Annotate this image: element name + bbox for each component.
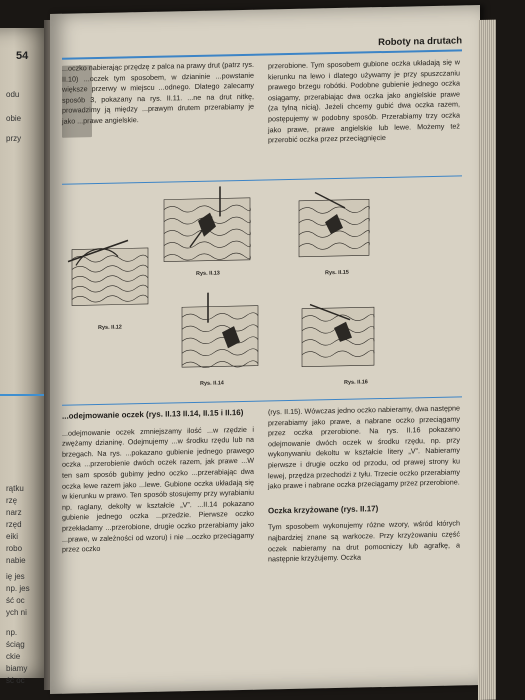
left-page-snippet: ię jes: [6, 572, 25, 581]
text-column-bottom-right: [268, 403, 460, 565]
section-heading: Oczka krzyżowane (rys. II.17): [268, 503, 379, 516]
knitting-illustration: [295, 185, 375, 267]
figure-caption: Rys. II.15: [325, 269, 349, 277]
left-page-snippet: biamy: [6, 664, 28, 673]
text-column-top-right: [268, 57, 460, 146]
left-page-snippet: ść oc: [6, 596, 25, 605]
knitting-illustration: [68, 234, 150, 314]
knitting-illustration: [160, 186, 256, 268]
right-page: [50, 5, 480, 694]
figure-ii-13: [160, 186, 256, 277]
left-page-rule: [0, 394, 50, 396]
left-page-snippet: rątku: [6, 484, 24, 493]
paragraph: Tym sposobem wykonujemy różne wzory, wśród których najbardziej znane są warkocze. Przy krzyżowaniu część oczek nabieramy na drut pomocniczy lub agrafkę, a następnie krzyżujemy. Oczka: [268, 518, 460, 564]
paragraph: ...odejmowanie oczek zmniejszamy ilość ...w rzędzie i zwężamy dzianinę. Odejmujemy ...w środku rzędu lub na brzegach. Na rys. ...pokazano gubienie jednego prawego oczka ...przerobienie dwóch oczek razem, jak prawe ...W ten sam sposób gubimy jedno oczko ...przerabiając dwa oczka lewe razem jako ...lewe. Gubione oczka układają się w kierunku w prawo. Ten sposób stosujemy przy wyrabianiu np. raglany, dekolty w kształcie „V”. ...II.14 pokazano gubienie jednego oczka ...przedzie. Pierwsze oczko przekładamy ...przerobione, drugie oczko przerabiamy jako ...prawe, w zależności od wzoru) i nie ...oczko przeciągamy przez oczko: [62, 424, 254, 554]
figure-ii-16: [298, 293, 380, 386]
shadow-patch: [62, 65, 92, 138]
left-page-snippet: eiki: [6, 532, 19, 541]
left-page-snippet: rzę: [6, 496, 18, 505]
left-page-snippet: ściąg: [6, 640, 25, 649]
left-page-snippet: np.: [6, 628, 18, 637]
left-page-snippet: ść oc: [6, 676, 25, 685]
left-page-snippet: przy: [6, 134, 22, 143]
page-edges: [478, 20, 496, 700]
paragraph: ...oczko nabierając przędzę z palca na prawy drut (patrz rys. II.10) ...oczek tym sposobem, w dzianinie ...powstanie większe przerwy w miejscu ...odnego. Dlatego zalecamy sposób 3, pokazany na rys. II.11. ...ne na drut nitkę, prowadzimy ją między ...prawym drutem przerabiamy je jako ...prawe angielskie.: [62, 59, 254, 126]
left-page-snippet: ych ni: [6, 608, 27, 617]
figure-caption: Rys. II.12: [98, 324, 122, 331]
left-page-snippet: obie: [6, 114, 22, 123]
knitting-illustration: [298, 293, 380, 375]
left-page-snippet: nabie: [6, 556, 26, 565]
left-page-number: 54: [16, 50, 29, 62]
left-page-snippet: np. jes: [6, 584, 30, 593]
figure-caption: Rys. II.14: [200, 380, 224, 387]
figure-ii-15: [295, 185, 375, 277]
left-page: [0, 28, 50, 685]
section-rule: [62, 175, 462, 184]
running-header: Roboty na drutach: [378, 35, 462, 49]
figure-caption: Rys. II.16: [344, 379, 368, 386]
figure-ii-14: [178, 292, 262, 387]
section-heading: ...odejmowanie oczek (rys. II.13 II.14, II.15 i II.16): [62, 407, 244, 421]
knitting-illustration: [178, 292, 262, 376]
paragraph: przerobione. Tym sposobem gubione oczka układają się w kierunku na lewo i dlatego używamy je przy spuszczaniu prawego brzegu robótki. Podobne gubienie jednego oczka osiągamy, przerabiając dwa oczka jako angielskie prawe (za tylną nicią). Jeżeli chcemy gubić dwa oczka razem, postępujemy w podobny sposób. Przerabiamy trzy oczka jako prawe, prawe angielskie lub lewe. Możemy też przerobić oczka przez przeciągnięcie: [268, 57, 460, 145]
left-page-snippet: robo: [6, 544, 23, 553]
figure-ii-12: [68, 234, 150, 331]
left-page-snippet: narz: [6, 508, 22, 517]
paragraph: (rys. II.15). Wówczas jedno oczko nabieramy, dwa następne przerabiamy jako prawe, a nabrane oczko przeciągamy przez oczka przerobione. Na rys. II.16 pokazano odejmowanie dwóch oczek w środku rzędu, np. przy wykonywaniu dekoltu w kształcie litery „V”. Nabieramy pierwsze i drugie oczko od przodu, od prawej strony ku lewej, przędza przechodzi z tyłu. Trzecie oczko przerabiamy jako prawe i nabrane oczka przeciągamy przez przerobione.: [268, 403, 460, 491]
left-page-snippet: odu: [6, 90, 20, 99]
text-column-bottom-left: [62, 408, 254, 556]
left-page-snippet: ckie: [6, 652, 21, 661]
left-page-snippet: rzęd: [6, 520, 22, 529]
figure-caption: Rys. II.13: [196, 270, 220, 277]
